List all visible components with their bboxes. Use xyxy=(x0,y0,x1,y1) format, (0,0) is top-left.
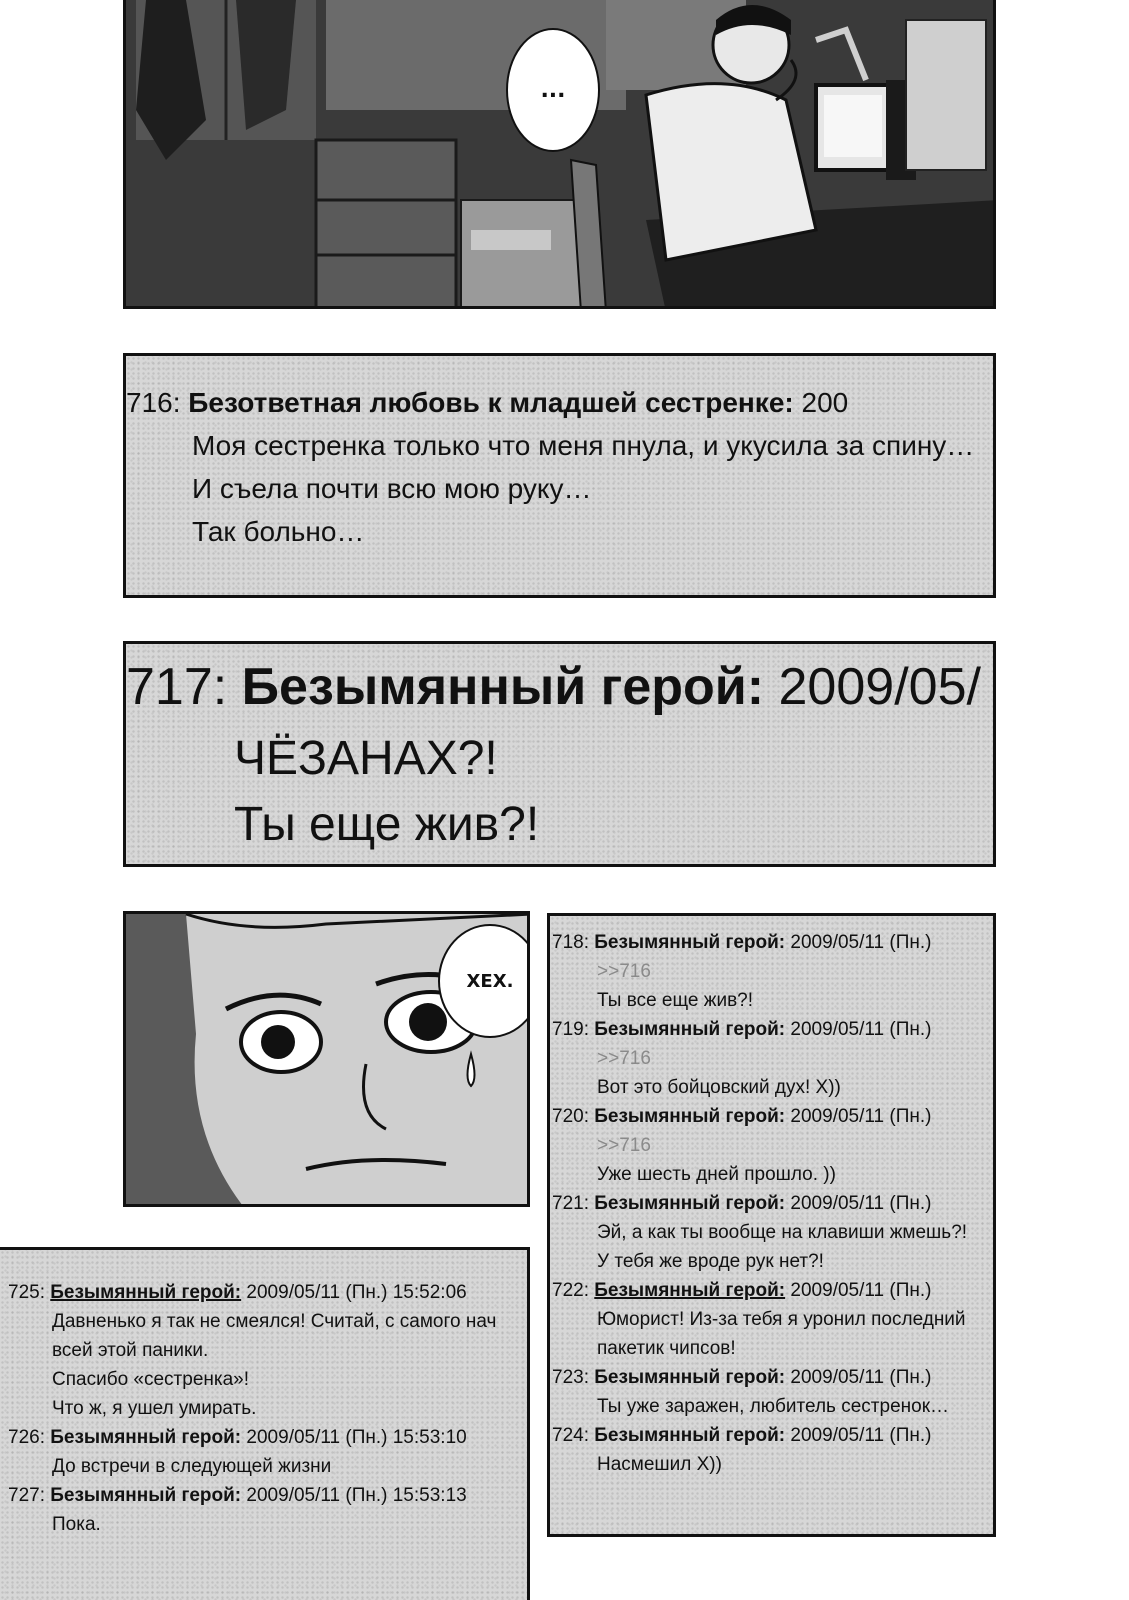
quote-link[interactable]: >>716 xyxy=(597,1135,651,1156)
post-author: Безымянный герой: xyxy=(594,1425,786,1446)
post-body-line: Ты еще жив?! xyxy=(234,798,540,851)
post-number: 717: xyxy=(126,658,228,716)
post-author: Безымянный герой: xyxy=(594,1106,786,1127)
post-body-line: У тебя же вроде рук нет?! xyxy=(597,1251,824,1272)
post-body-line: всей этой паники. xyxy=(52,1340,209,1361)
post-date: 2009/05/11 (Пн.) xyxy=(790,932,932,953)
post-author: Безымянный герой: xyxy=(50,1427,242,1448)
post-number: 721: xyxy=(552,1193,589,1214)
thread-left xyxy=(8,1278,527,1539)
post-date: 2009/05/11 (Пн.) xyxy=(790,1425,932,1446)
thread-post xyxy=(552,1276,993,1363)
post-body-line: Моя сестренка только что меня пнула, и укусила за спину… xyxy=(192,430,975,461)
post-716-panel xyxy=(123,353,996,598)
post-body-line: Пока. xyxy=(52,1514,101,1535)
thread-post xyxy=(552,928,993,1015)
post-body-line: Юморист! Из-за тебя я уронил последний xyxy=(597,1309,966,1330)
thread-post xyxy=(552,1189,993,1276)
post-body-line: Уже шесть дней прошло. )) xyxy=(597,1164,836,1185)
post-body-line: До встречи в следующей жизни xyxy=(52,1456,332,1477)
post-number: 719: xyxy=(552,1019,589,1040)
post-number: 727: xyxy=(8,1485,45,1506)
top-art-panel xyxy=(123,0,996,309)
thread-post xyxy=(552,1421,993,1479)
post-body-line: Спасибо «сестренка»! xyxy=(52,1369,250,1390)
post-date: 2009/05/11 (Пн.) xyxy=(790,1280,932,1301)
post-body-line: Ты все еще жив?! xyxy=(597,990,754,1011)
post-body-line: ЧЁЗАНАХ?! xyxy=(234,732,498,785)
post-body-line: Что ж, я ушел умирать. xyxy=(52,1398,257,1419)
post-author: Безымянный герой: xyxy=(594,1280,786,1301)
post-body-line: Эй, а как ты вообще на клавиши жмешь?! xyxy=(597,1222,968,1243)
post-number: 720: xyxy=(552,1106,589,1127)
post-717 xyxy=(126,656,993,858)
post-author: Безымянный герой: xyxy=(594,1193,786,1214)
post-date: 2009/05/11 (Пн.) xyxy=(790,1367,932,1388)
post-body-line: Так больно… xyxy=(192,516,365,547)
thread-post xyxy=(8,1481,527,1539)
post-716 xyxy=(126,386,993,553)
thread-right xyxy=(552,928,993,1479)
post-date: 2009/05/11 (Пн.) xyxy=(790,1106,932,1127)
post-body-line: Насмешил X)) xyxy=(597,1454,722,1475)
post-date: 2009/05/11 (Пн.) 15:53:10 xyxy=(246,1427,467,1448)
post-author: Безымянный герой: xyxy=(594,1019,786,1040)
post-author: Безымянный герой: xyxy=(594,932,786,953)
post-author: Безымянный герой: xyxy=(50,1282,242,1303)
post-body-line: пакетик чипсов! xyxy=(597,1338,736,1359)
speech-bubble-text: ХЕХ. xyxy=(466,970,514,992)
post-number: 718: xyxy=(552,932,589,953)
quote-link[interactable]: >>716 xyxy=(597,961,651,982)
post-number: 725: xyxy=(8,1282,45,1303)
post-date: 200 xyxy=(801,387,849,418)
post-body-line: И съела почти всю мою руку… xyxy=(192,473,592,504)
thread-post xyxy=(552,1102,993,1189)
post-author: Безответная любовь к младшей сестренке: xyxy=(188,387,794,418)
thread-post xyxy=(8,1423,527,1481)
post-number: 722: xyxy=(552,1280,589,1301)
post-body-line: Давненько я так не смеялся! Считай, с самого нач xyxy=(52,1311,497,1332)
post-body-line: Ты уже заражен, любитель сестренок… xyxy=(597,1396,950,1417)
post-author: Безымянный герой: xyxy=(50,1485,242,1506)
thread-post xyxy=(552,1363,993,1421)
post-author: Безымянный герой: xyxy=(594,1367,786,1388)
speech-bubble-text: ... xyxy=(540,77,566,103)
post-number: 723: xyxy=(552,1367,589,1388)
post-717-panel xyxy=(123,641,996,867)
thread-right-panel xyxy=(547,913,996,1537)
post-author: Безымянный герой: xyxy=(241,658,765,716)
post-date: 2009/05/11 (Пн.) 15:53:13 xyxy=(246,1485,467,1506)
post-number: 726: xyxy=(8,1427,45,1448)
thread-left-panel xyxy=(0,1247,530,1600)
thread-post xyxy=(552,1015,993,1102)
post-date: 2009/05/ xyxy=(778,658,981,716)
post-number: 724: xyxy=(552,1425,589,1446)
quote-link[interactable]: >>716 xyxy=(597,1048,651,1069)
post-date: 2009/05/11 (Пн.) xyxy=(790,1019,932,1040)
post-number: 716: xyxy=(126,387,181,418)
post-date: 2009/05/11 (Пн.) xyxy=(790,1193,932,1214)
speech-bubble-ellipsis xyxy=(506,28,600,152)
thread-post xyxy=(8,1278,527,1423)
face-art-panel xyxy=(123,911,530,1207)
post-date: 2009/05/11 (Пн.) 15:52:06 xyxy=(246,1282,467,1303)
post-body-line: Вот это бойцовский дух! X)) xyxy=(597,1077,841,1098)
